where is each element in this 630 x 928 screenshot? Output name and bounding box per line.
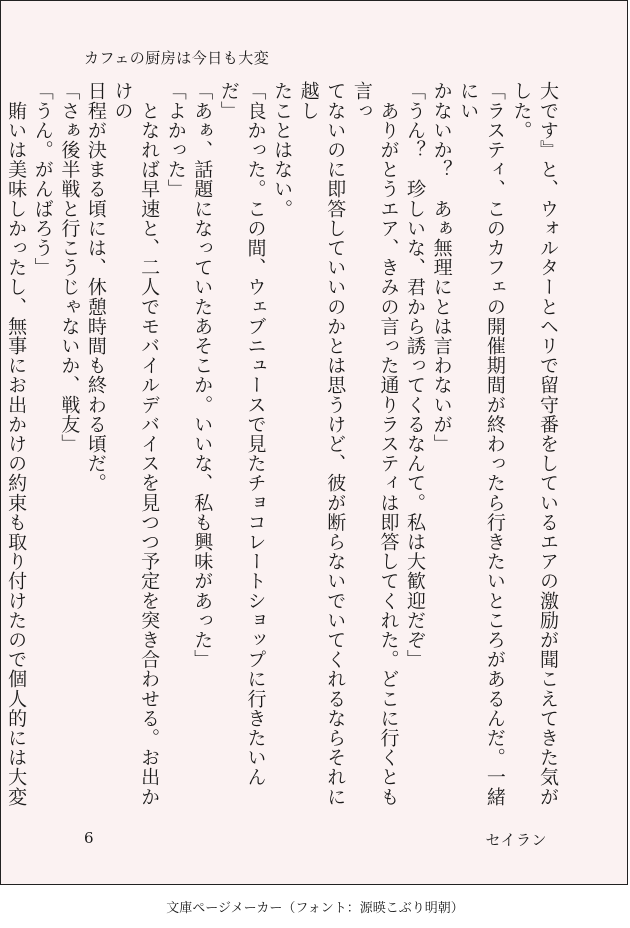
text-line: かないか？ あぁ無理にとは言わないが」 (430, 81, 453, 454)
text-line: 大です』と、ウォルターとヘリで留守番をしているエアの激励が聞こえてきた気がした。 (510, 81, 559, 807)
text-line: 賄いは美味しかったし、無事にお出かけの約束も取り付けたので個人的には大変 (5, 100, 28, 807)
app-credit: 文庫ページメーカー（フォント：源暎こぶり明朝） (166, 901, 464, 916)
running-title: カフェの厨房は今日も大変 (84, 49, 270, 67)
text-line: 日程が決まる頃には、休憩時間も終わる頃だ。 (84, 81, 107, 493)
text-line: ありがとうエア、きみの言った通りラスティは即答してくれた。どこに行くとも言っ (350, 81, 400, 807)
text-line: となれば早速と、二人でモバイルデバイスを見つつ予定を突き合わせる。お出かけの (111, 81, 161, 807)
page-number: 6 (84, 829, 94, 847)
text-line: 「うん。がんばろう」 (31, 81, 54, 277)
text-line: 「うん？ 珍しいな、君から誘ってくるなんて。私は大歓迎だぞ」 (404, 81, 427, 669)
text-line: 「ラスティ、このカフェの開催期間が終わったら行きたいところがあるんだ。一緒にい (457, 81, 506, 807)
text-line: 「良かった。この間、ウェブニュースで見たチョコレートショップに行きたいんだ」 (217, 81, 267, 787)
text-line: てないのに即答していいのかとは思うけど、彼が断らないでいてくれるならそれに越し (297, 81, 347, 807)
text-line: 「よかった」 (164, 81, 187, 199)
body-text (5, 81, 561, 809)
author-name: セイラン (485, 831, 547, 849)
text-line: 「さぁ後半戦と行こうじゃないか、戦友」 (58, 81, 81, 454)
text-line: たことはない。 (271, 81, 294, 219)
text-line: 「あぁ、話題になっていたあそこか。いいな、私も興味があった」 (191, 81, 214, 669)
